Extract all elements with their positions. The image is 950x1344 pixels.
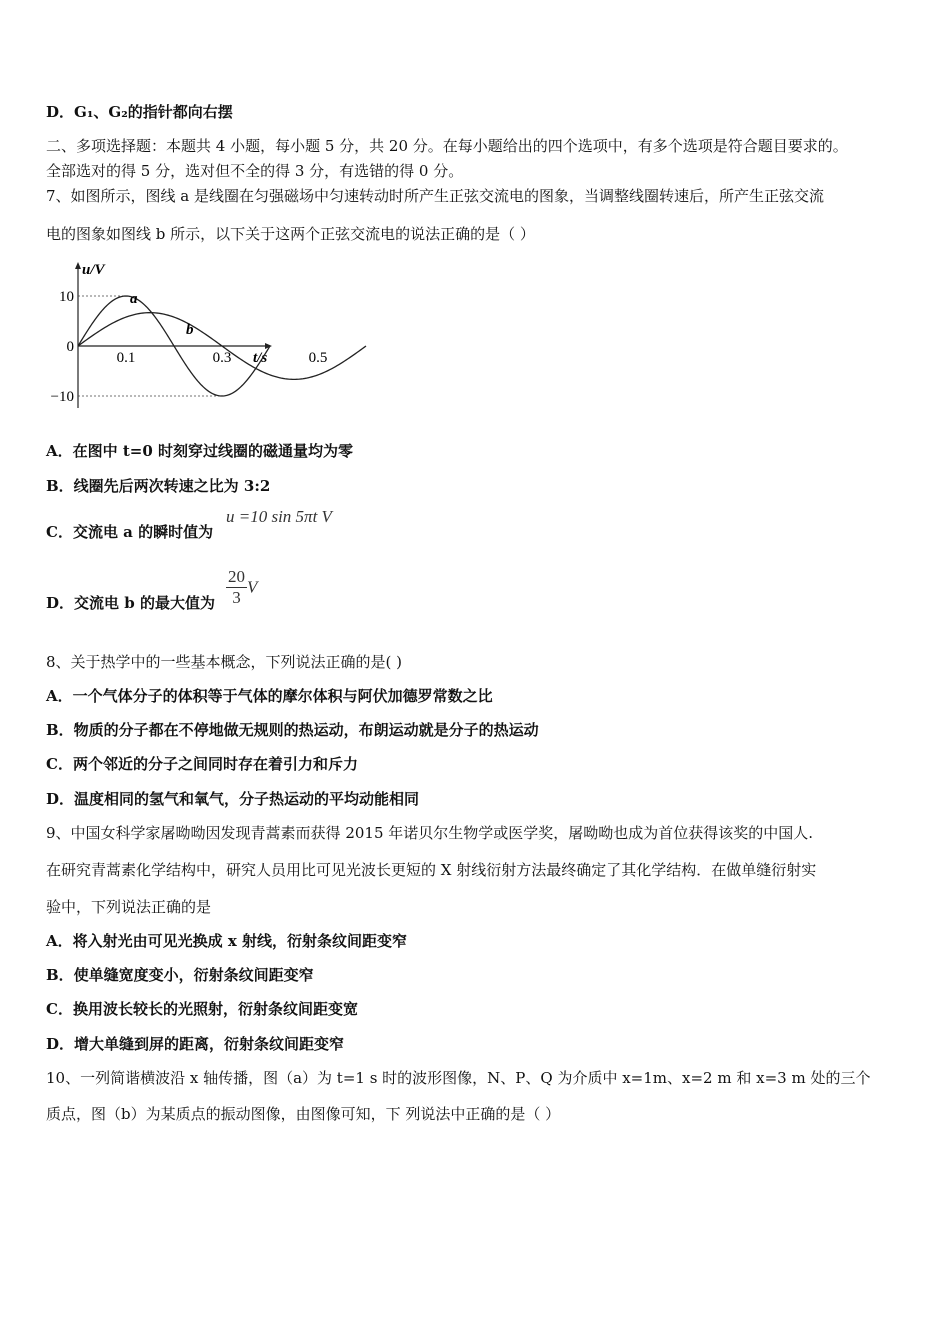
q7-option-d-text: D．交流电 b 的最大值为 [46, 594, 215, 612]
q9-option-a: A．将入射光由可见光换成 x 射线，衍射条纹间距变窄 [46, 932, 408, 950]
fraction-numerator: 20 [228, 567, 245, 586]
q8-option-d: D．温度相同的氢气和氧气，分子热运动的平均动能相同 [46, 790, 420, 808]
y-axis-arrow [75, 262, 81, 269]
q9-stem-line3: 验中，下列说法正确的是 [46, 898, 212, 916]
q8-option-a: A．一个气体分子的体积等于气体的摩尔体积与阿伏加德罗常数之比 [46, 687, 493, 705]
section2-heading-line2: 全部选对的得 5 分，选对但不全的得 3 分，有选错的得 0 分。 [46, 162, 464, 180]
q7-option-c [46, 522, 213, 542]
q9-option-c: C．换用波长较长的光照射，衍射条纹间距变宽 [46, 1000, 358, 1018]
y-axis-label: u/V [82, 262, 105, 278]
series-label-a: a [130, 291, 138, 307]
x-tick-label: 0.3 [212, 350, 232, 366]
q7-option-b: B．线圈先后两次转速之比为 3:2 [46, 477, 271, 495]
q9-option-b: B．使单缝宽度变小，衍射条纹间距变窄 [46, 966, 314, 984]
q8-stem: 8、关于热学中的一些基本概念，下列说法正确的是( ) [46, 653, 403, 671]
y-tick-label: −10 [50, 389, 74, 405]
series-label-b: b [186, 322, 194, 338]
section2-heading-line1: 二、多项选择题：本题共 4 小题，每小题 5 分，共 20 分。在每小题给出的四个选项中，有多个选项是符合题目要求的。 [46, 137, 848, 155]
y-tick-label: 0 [66, 339, 74, 355]
q9-stem-line1: 9、中国女科学家屠呦呦因发现青蒿素而获得 2015 年诺贝尔生物学或医学奖，屠呦呦也成为首位获得该奖的中国人. [46, 824, 814, 842]
q8-option-c: C．两个邻近的分子之间同时存在着引力和斥力 [46, 755, 358, 773]
q10-stem-line1: 10、一列简谐横波沿 x 轴传播，图（a）为 t=1 s 时的波形图像，N、P、Q 为介质中 x=1m、x=2 m 和 x=3 m 处的三个 [46, 1069, 871, 1087]
q7-option-c-text: C．交流电 a 的瞬时值为 [46, 523, 214, 541]
q7-chart [40, 258, 328, 418]
q7-stem-line1: 7、如图所示，图线 a 是线圈在匀强磁场中匀速转动时所产生正弦交流电的图象，当调整线圈转速后，所产生正弦交流 [46, 187, 825, 205]
q9-stem-line2: 在研究青蒿素化学结构中，研究人员用比可见光波长更短的 X 射线衍射方法最终确定了其化学结构．在做单缝衍射实 [46, 861, 817, 879]
fraction-unit: V [247, 577, 258, 597]
y-tick-label: 10 [59, 289, 74, 305]
q6-option-d: D．G₁、G₂的指针都向右摆 [46, 103, 233, 121]
x-tick-label: 0.1 [116, 350, 136, 366]
q9-option-d: D．增大单缝到屏的距离，衍射条纹间距变窄 [46, 1035, 345, 1053]
q7-option-a: A．在图中 t=0 时刻穿过线圈的磁通量均为零 [46, 442, 354, 460]
fraction-denominator: 3 [232, 588, 241, 607]
q7-option-d [46, 593, 215, 613]
q7-option-d-formula [226, 567, 257, 608]
q7-option-c-formula: u =10 sin 5πt V [226, 507, 332, 526]
x-axis-label: t/s [253, 350, 268, 366]
q10-stem-line2: 质点，图（b）为某质点的振动图像，由图像可知，下 列说法中正确的是（ ） [46, 1105, 561, 1123]
x-tick-label: 0.5 [308, 350, 328, 366]
q8-option-b: B．物质的分子都在不停地做无规则的热运动，布朗运动就是分子的热运动 [46, 721, 539, 739]
q7-stem-line2: 电的图象如图线 b 所示，以下关于这两个正弦交流电的说法正确的是（ ） [46, 225, 535, 243]
